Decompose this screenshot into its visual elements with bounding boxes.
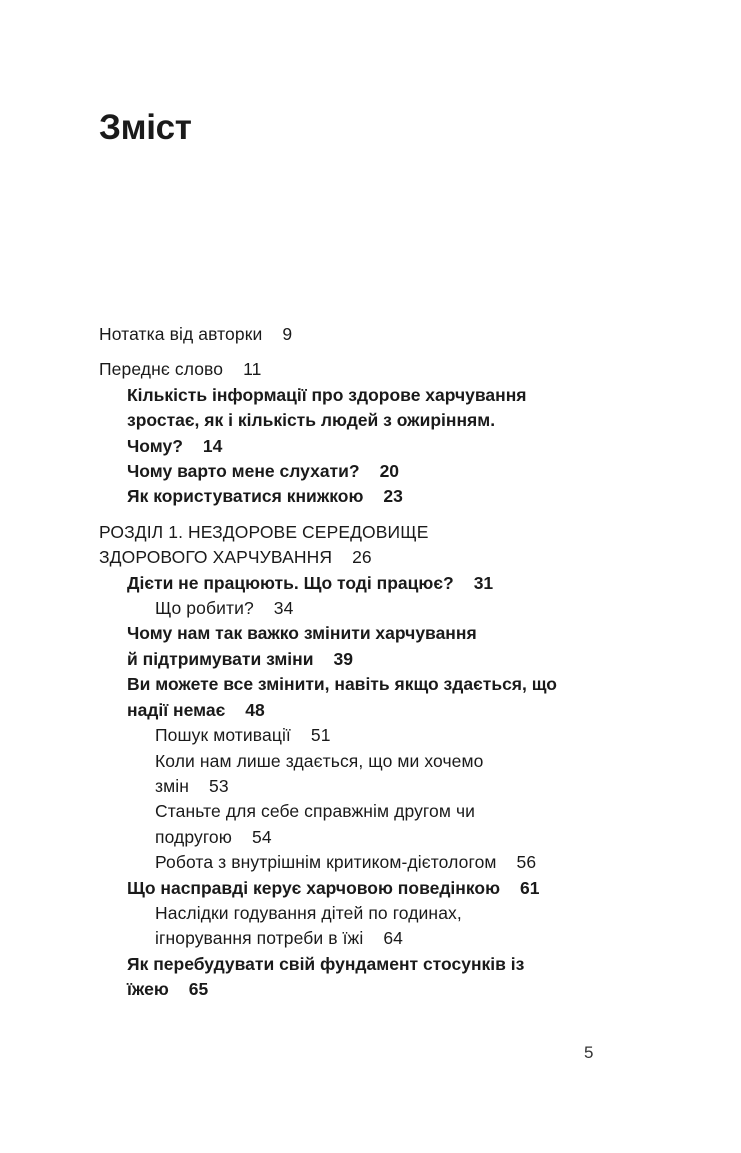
toc-entry-title: Чому? (127, 435, 183, 456)
table-of-contents (99, 322, 619, 1003)
toc-entry-line (99, 977, 619, 1002)
toc-entry-title: Як перебудувати свій фундамент стосунків із (127, 953, 525, 974)
toc-entry-line (99, 520, 619, 545)
toc-page-number: 34 (273, 598, 294, 619)
toc-entry[interactable] (99, 672, 619, 723)
toc-entry-title: їжею (127, 979, 169, 1000)
toc-entry-title: РОЗДІЛ 1. НЕЗДОРОВЕ СЕРЕДОВИЩЕ (99, 521, 429, 542)
toc-page-number: 51 (310, 725, 331, 746)
toc-entry[interactable] (99, 383, 619, 459)
toc-entry[interactable] (99, 322, 619, 347)
toc-entry[interactable] (99, 621, 619, 672)
toc-page-number: 39 (333, 648, 353, 669)
toc-entry-line (99, 408, 619, 433)
toc-page-number: 14 (202, 435, 223, 456)
toc-entry[interactable] (99, 749, 619, 800)
toc-entry[interactable] (99, 459, 619, 484)
toc-entry-line (99, 672, 619, 697)
toc-entry-line (99, 825, 619, 850)
toc-entry-line (99, 647, 619, 672)
toc-entry-line (99, 357, 619, 382)
toc-entry-title: Наслідки годування дітей по годинах, (155, 902, 462, 923)
toc-entry-title: Що робити? (155, 598, 254, 619)
toc-entry[interactable] (99, 876, 619, 901)
toc-entry[interactable] (99, 571, 619, 596)
toc-entry-line (99, 698, 619, 723)
toc-entry[interactable] (99, 357, 619, 382)
toc-entry-line (99, 383, 619, 408)
toc-page-number: 31 (473, 572, 494, 593)
toc-entry-line (99, 621, 619, 646)
toc-page-number: 56 (516, 852, 537, 873)
toc-page-number: 65 (188, 979, 209, 1000)
toc-entry[interactable] (99, 952, 619, 1003)
toc-entry-line (99, 322, 619, 347)
toc-entry-line (99, 749, 619, 774)
toc-page-number: 23 (383, 486, 403, 507)
toc-page-number: 26 (352, 547, 372, 568)
toc-entry-line (99, 876, 619, 901)
toc-entry-line (99, 723, 619, 748)
toc-page-number: 61 (520, 877, 540, 898)
toc-entry[interactable] (99, 520, 619, 571)
toc-page-number: 48 (245, 699, 265, 720)
toc-entry-title: зростає, як і кількість людей з ожирінням. (127, 410, 496, 431)
toc-entry-title: Чому нам так важко змінити харчування (127, 623, 477, 644)
toc-entry-title: Як користуватися книжкою (127, 486, 364, 507)
toc-entry-line (99, 434, 619, 459)
toc-entry-title: ігнорування потреби в їжі (155, 928, 364, 949)
toc-entry[interactable] (99, 484, 619, 509)
toc-entry-line (99, 799, 619, 824)
toc-entry-line (99, 926, 619, 951)
toc-entry[interactable] (99, 850, 619, 875)
toc-page-number: 53 (209, 775, 229, 796)
toc-entry-line (99, 545, 619, 570)
toc-entry-line (99, 850, 619, 875)
toc-entry[interactable] (99, 723, 619, 748)
toc-entry-title: Станьте для себе справжнім другом чи (155, 801, 476, 822)
toc-entry-title: змін (155, 775, 190, 796)
toc-page-number: 20 (379, 461, 400, 482)
toc-entry-line (99, 484, 619, 509)
toc-entry[interactable] (99, 901, 619, 952)
toc-entry[interactable] (99, 596, 619, 621)
toc-entry-title: ЗДОРОВОГО ХАРЧУВАННЯ (99, 547, 333, 568)
toc-entry-title: Пошук мотивації (155, 725, 291, 746)
toc-entry-title: й підтримувати зміни (127, 648, 314, 669)
toc-entry-title: Коли нам лише здається, що ми хочемо (155, 750, 484, 771)
toc-entry-title: подругою (155, 826, 232, 847)
toc-entry-title: Кількість інформації про здорове харчування (127, 384, 527, 405)
toc-page-number: 54 (251, 826, 272, 847)
toc-entry-title: Переднє слово (99, 359, 224, 380)
toc-entry-line (99, 952, 619, 977)
toc-entry-line (99, 901, 619, 926)
page-title: Зміст (99, 108, 192, 147)
toc-entry-title: Робота з внутрішнім критиком-дієтологом (155, 852, 497, 873)
toc-entry-title: Дієти не працюють. Що тоді працює? (127, 572, 454, 593)
toc-entry-line (99, 774, 619, 799)
toc-page-number: 64 (383, 928, 404, 949)
toc-entry-title: Чому варто мене слухати? (127, 461, 360, 482)
toc-page-number: 9 (282, 324, 293, 344)
toc-entry-title: Нотатка від авторки (99, 324, 263, 344)
toc-entry-line (99, 459, 619, 484)
toc-entry-title: надії немає (127, 699, 226, 720)
toc-entry-title: Що насправді керує харчовою поведінкою (127, 877, 501, 898)
page-number: 5 (584, 1043, 594, 1062)
toc-entry-line (99, 571, 619, 596)
toc-entry-line (99, 596, 619, 621)
toc-entry[interactable] (99, 799, 619, 850)
toc-page-number: 11 (243, 359, 262, 380)
toc-entry-title: Ви можете все змінити, навіть якщо здається, що (127, 674, 557, 695)
